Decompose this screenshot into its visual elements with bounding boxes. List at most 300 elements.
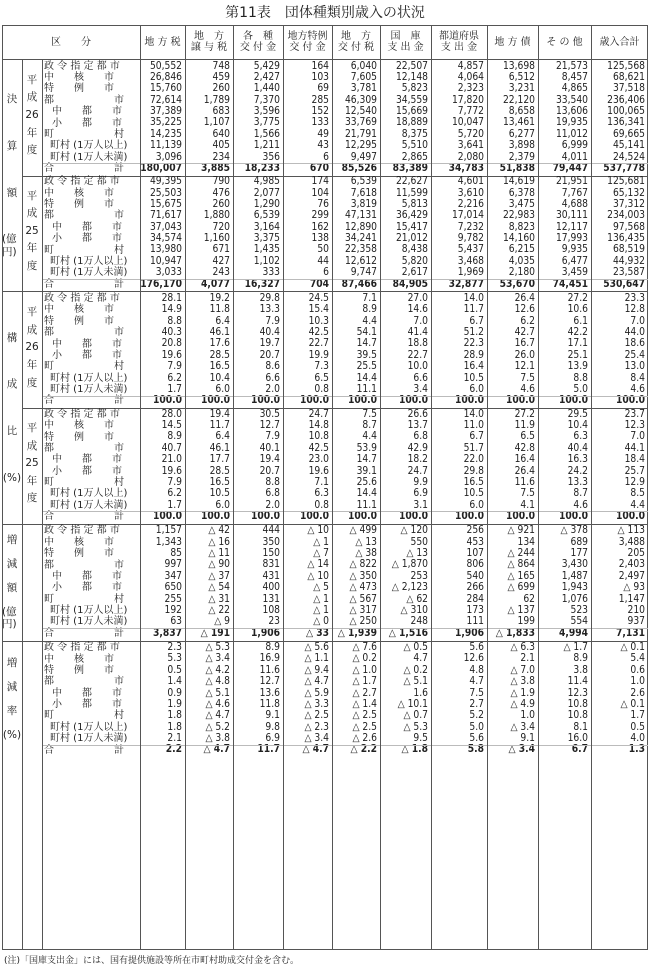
cell: 6.8 bbox=[413, 431, 428, 443]
cell: 6.3 bbox=[573, 431, 588, 443]
section-label-char: 減 bbox=[6, 558, 18, 571]
cell: △ 2,123 bbox=[391, 582, 428, 594]
cell: 7.1 bbox=[314, 476, 329, 488]
cell: △ 1.7 bbox=[352, 676, 377, 688]
cell: 1,906 bbox=[455, 627, 484, 639]
cell: 10.4 bbox=[209, 372, 230, 384]
cell: △ 0.5 bbox=[403, 642, 428, 654]
cell: 13.6 bbox=[259, 687, 280, 699]
row-label: 町村 (1万人以上) bbox=[50, 605, 128, 617]
cell: 46,309 bbox=[344, 94, 377, 106]
cell: 3,898 bbox=[508, 140, 535, 152]
cell: 4,601 bbox=[457, 176, 484, 188]
cell: 104 bbox=[311, 187, 329, 199]
cell: 44 bbox=[317, 255, 329, 267]
cell: 100.0 bbox=[399, 511, 428, 522]
cell: 47,131 bbox=[344, 210, 377, 222]
cell: △ 3.4 bbox=[205, 653, 230, 665]
cell: 3,375 bbox=[253, 233, 280, 245]
cell: △ 2.5 bbox=[304, 710, 329, 722]
cell: 7.0 bbox=[413, 315, 428, 327]
cell: 6,040 bbox=[350, 60, 377, 72]
cell: 4.1 bbox=[520, 499, 535, 511]
cell: 1,343 bbox=[155, 536, 182, 548]
cell: 25.6 bbox=[356, 476, 377, 488]
cell: 6.0 bbox=[469, 499, 484, 511]
row-label: 政 令 指 定 都 市 bbox=[44, 408, 120, 420]
cell: 8.8 bbox=[265, 476, 280, 488]
column-rule bbox=[22, 59, 23, 950]
block-label-char: 25 bbox=[25, 224, 39, 237]
cell: 234 bbox=[212, 151, 230, 163]
block-label-char: 平 bbox=[26, 189, 38, 202]
cell: 790 bbox=[212, 176, 230, 188]
cell: 3,775 bbox=[253, 117, 280, 129]
block-label-char: 度 bbox=[26, 376, 38, 389]
cell: 22,627 bbox=[395, 176, 428, 188]
cell: △ 11 bbox=[208, 548, 230, 560]
section-label-3 bbox=[2, 642, 22, 758]
cell: 39.5 bbox=[356, 349, 377, 361]
header-col-7: 地 方 債 bbox=[494, 36, 531, 48]
row-label: 特 例 市 bbox=[44, 664, 114, 676]
cell: 8.9 bbox=[362, 304, 377, 316]
cell: 103 bbox=[311, 71, 329, 83]
cell: 15.4 bbox=[308, 304, 329, 316]
cell: 3,096 bbox=[155, 151, 182, 163]
cell: 530,647 bbox=[603, 278, 645, 290]
cell: 8.4 bbox=[630, 372, 645, 384]
row-label: 町村 (1万人未満) bbox=[50, 616, 128, 628]
cell: 42.5 bbox=[308, 442, 329, 454]
header-col-8: そ の 他 bbox=[546, 36, 583, 48]
cell: 16.5 bbox=[209, 476, 230, 488]
cell: 356 bbox=[262, 151, 280, 163]
cell: 17.1 bbox=[567, 338, 588, 350]
cell: △ 3.3 bbox=[304, 698, 329, 710]
cell: 45,141 bbox=[612, 140, 645, 152]
cell: 2.3 bbox=[167, 642, 182, 654]
cell: △ 113 bbox=[617, 525, 645, 537]
cell: 0.5 bbox=[630, 721, 645, 733]
cell: 33,540 bbox=[555, 94, 588, 106]
cell: 2,379 bbox=[508, 151, 535, 163]
total-rule bbox=[42, 279, 648, 280]
cell: 25.4 bbox=[624, 349, 645, 361]
cell: △ 4.7 bbox=[302, 744, 329, 756]
header-divider bbox=[2, 59, 648, 60]
cell: 2.6 bbox=[630, 687, 645, 699]
cell: 1,440 bbox=[253, 83, 280, 95]
cell: 2.2 bbox=[165, 744, 182, 756]
section-label-0 bbox=[2, 60, 22, 291]
row-label: 町村 (1万人以上) bbox=[50, 372, 128, 384]
cell: 79,447 bbox=[552, 162, 588, 174]
cell: 24.2 bbox=[567, 465, 588, 477]
cell: 6 bbox=[323, 267, 329, 279]
cell: 11.8 bbox=[259, 698, 280, 710]
total-rule bbox=[42, 396, 648, 397]
row-label: 中 核 市 bbox=[44, 72, 114, 84]
cell: 18,233 bbox=[244, 162, 280, 174]
cell: 1,107 bbox=[203, 117, 230, 129]
cell: 46.1 bbox=[209, 442, 230, 454]
cell: 6.7 bbox=[571, 744, 588, 756]
cell: 748 bbox=[212, 60, 230, 72]
cell: 350 bbox=[262, 536, 280, 548]
cell: 10.8 bbox=[567, 710, 588, 722]
cell: 17,993 bbox=[555, 233, 588, 245]
cell: 4.4 bbox=[630, 499, 645, 511]
row-label: 合 計 bbox=[44, 278, 124, 290]
cell: 299 bbox=[311, 210, 329, 222]
cell: 2,427 bbox=[253, 71, 280, 83]
cell: 255 bbox=[164, 593, 182, 605]
cell: 10.0 bbox=[407, 361, 428, 373]
cell: 8,457 bbox=[561, 71, 588, 83]
cell: △ 1 bbox=[313, 593, 329, 605]
cell: 248 bbox=[410, 616, 428, 628]
cell: 136,341 bbox=[607, 117, 645, 129]
cell: △ 5.9 bbox=[304, 687, 329, 699]
cell: 14.4 bbox=[356, 372, 377, 384]
cell: 4,688 bbox=[561, 199, 588, 211]
cell: △ 1 bbox=[313, 536, 329, 548]
cell: 689 bbox=[570, 536, 588, 548]
cell: △ 7.0 bbox=[510, 664, 535, 676]
cell: 1.0 bbox=[520, 710, 535, 722]
cell: 6,215 bbox=[508, 244, 535, 256]
cell: 6,512 bbox=[508, 71, 535, 83]
cell: 5,720 bbox=[457, 128, 484, 140]
cell: 671 bbox=[212, 244, 230, 256]
cell: 4.6 bbox=[520, 383, 535, 395]
cell: △ 16 bbox=[208, 536, 230, 548]
cell: 6.9 bbox=[265, 733, 280, 745]
section-label-char: 額 bbox=[6, 186, 18, 199]
cell: 136,435 bbox=[607, 233, 645, 245]
cell: 21.0 bbox=[161, 454, 182, 466]
cell: △ 2.3 bbox=[304, 721, 329, 733]
cell: 6.6 bbox=[265, 372, 280, 384]
cell: 4.7 bbox=[413, 653, 428, 665]
cell: 7,370 bbox=[253, 94, 280, 106]
cell: 3.8 bbox=[573, 664, 588, 676]
block-label-char: 成 bbox=[26, 207, 38, 220]
row-label: 中 核 市 bbox=[44, 304, 114, 316]
cell: 831 bbox=[262, 559, 280, 571]
cell: 12.9 bbox=[624, 476, 645, 488]
cell: 100.0 bbox=[559, 395, 588, 407]
cell: 12,117 bbox=[555, 221, 588, 233]
cell: 100.0 bbox=[616, 511, 645, 522]
section-label-char: 増 bbox=[6, 534, 18, 547]
section-label-char: (%) bbox=[2, 472, 22, 485]
cell: 7,232 bbox=[457, 221, 484, 233]
cell: 40.4 bbox=[567, 442, 588, 454]
cell: 7.9 bbox=[265, 315, 280, 327]
section-label-char: (億円) bbox=[2, 233, 17, 258]
cell: 24.7 bbox=[407, 465, 428, 477]
cell: 11.4 bbox=[567, 676, 588, 688]
cell: 19.4 bbox=[259, 454, 280, 466]
cell: 5.3 bbox=[167, 653, 182, 665]
cell: 8.9 bbox=[265, 642, 280, 654]
total-rule bbox=[42, 511, 648, 512]
row-label: 特 例 市 bbox=[44, 548, 114, 560]
cell: 19.6 bbox=[161, 465, 182, 477]
cell: 29.8 bbox=[463, 465, 484, 477]
block-label-char: 度 bbox=[26, 259, 38, 272]
cell: 2,216 bbox=[457, 199, 484, 211]
cell: 49 bbox=[317, 128, 329, 140]
cell: 26.4 bbox=[514, 292, 535, 304]
cell: 4,011 bbox=[561, 151, 588, 163]
cell: △ 1,516 bbox=[388, 627, 428, 639]
cell: 22,507 bbox=[395, 60, 428, 72]
cell: △ 5.3 bbox=[205, 642, 230, 654]
block-label-char: 成 bbox=[26, 91, 38, 104]
cell: △ 0.2 bbox=[403, 664, 428, 676]
cell: 40.1 bbox=[259, 442, 280, 454]
cell: 21,573 bbox=[555, 60, 588, 72]
header-col-3: 地方特例 交 付 金 bbox=[287, 31, 328, 53]
cell: 11.1 bbox=[356, 383, 377, 395]
cell: 2.1 bbox=[167, 733, 182, 745]
cell: 4.0 bbox=[630, 733, 645, 745]
row-label: 小 都 市 bbox=[52, 117, 122, 129]
row-label: 町村 (1万人未満) bbox=[50, 267, 128, 279]
cell: 7.9 bbox=[167, 476, 182, 488]
cell: 1,147 bbox=[618, 593, 645, 605]
cell: 108 bbox=[262, 604, 280, 616]
cell: △ 3.4 bbox=[508, 744, 535, 756]
cell: 7.1 bbox=[362, 292, 377, 304]
cell: 3,430 bbox=[561, 559, 588, 571]
cell: 3,596 bbox=[253, 106, 280, 118]
cell: 6.6 bbox=[413, 372, 428, 384]
column-rule bbox=[431, 25, 432, 950]
cell: 51.7 bbox=[463, 442, 484, 454]
cell: △ 4.7 bbox=[203, 744, 230, 756]
cell: △ 4.9 bbox=[510, 698, 535, 710]
cell: 7.5 bbox=[362, 408, 377, 420]
cell: 7.5 bbox=[520, 372, 535, 384]
header-col-9: 歳入合計 bbox=[599, 36, 640, 48]
cell: 1.0 bbox=[630, 676, 645, 688]
cell: 83,389 bbox=[392, 162, 428, 174]
cell: 2.1 bbox=[520, 653, 535, 665]
cell: 0.5 bbox=[167, 664, 182, 676]
cell: 100.0 bbox=[348, 511, 377, 522]
section-label-char: (億円) bbox=[2, 605, 17, 631]
page-title: 第11表 団体種類別歳入の状況 bbox=[225, 5, 425, 21]
cell: 253 bbox=[410, 570, 428, 582]
cell: 46.1 bbox=[209, 327, 230, 339]
cell: 20.7 bbox=[259, 349, 280, 361]
cell: △ 3.4 bbox=[304, 733, 329, 745]
total-rule bbox=[42, 745, 648, 746]
cell: 8,823 bbox=[508, 221, 535, 233]
cell: 100.0 bbox=[300, 395, 329, 407]
cell: 210 bbox=[627, 604, 645, 616]
cell: 6.3 bbox=[314, 488, 329, 500]
cell: 44.0 bbox=[624, 327, 645, 339]
cell: 554 bbox=[570, 616, 588, 628]
cell: 41.4 bbox=[407, 327, 428, 339]
row-label: 町 村 bbox=[44, 128, 124, 140]
cell: △ 90 bbox=[208, 559, 230, 571]
cell: 13.7 bbox=[407, 420, 428, 432]
total-rule bbox=[42, 163, 648, 164]
cell: 12,148 bbox=[395, 71, 428, 83]
cell: 4,857 bbox=[457, 60, 484, 72]
cell: 14.7 bbox=[356, 454, 377, 466]
cell: 107 bbox=[466, 548, 484, 560]
cell: 11.7 bbox=[257, 744, 280, 756]
cell: △ 2.5 bbox=[352, 710, 377, 722]
cell: 68,519 bbox=[612, 244, 645, 256]
cell: 0.8 bbox=[314, 499, 329, 511]
cell: 3,231 bbox=[508, 83, 535, 95]
cell: 1.3 bbox=[628, 744, 645, 756]
cell: △ 10 bbox=[307, 570, 329, 582]
cell: 100.0 bbox=[455, 511, 484, 522]
block-label-0-1 bbox=[22, 176, 42, 292]
row-label: 小 都 市 bbox=[52, 465, 122, 477]
cell: 25.1 bbox=[567, 349, 588, 361]
cell: 11.9 bbox=[514, 420, 535, 432]
cell: 18.6 bbox=[624, 338, 645, 350]
cell: △ 5.3 bbox=[403, 721, 428, 733]
row-label: 合 計 bbox=[44, 744, 124, 756]
cell: 16.4 bbox=[463, 361, 484, 373]
cell: 20.7 bbox=[259, 465, 280, 477]
block-label-char: 平 bbox=[26, 73, 38, 86]
cell: △ 93 bbox=[623, 582, 645, 594]
cell: 1.8 bbox=[167, 710, 182, 722]
cell: 3,488 bbox=[618, 536, 645, 548]
cell: 7.5 bbox=[469, 687, 484, 699]
row-label: 合 計 bbox=[44, 627, 124, 639]
cell: 25,503 bbox=[149, 187, 182, 199]
cell: 10.6 bbox=[567, 304, 588, 316]
cell: 7.0 bbox=[630, 431, 645, 443]
cell: 19.7 bbox=[259, 338, 280, 350]
cell: 74,451 bbox=[552, 278, 588, 290]
cell: 17.7 bbox=[209, 454, 230, 466]
cell: 62 bbox=[523, 593, 535, 605]
section-label-char: 率 bbox=[6, 704, 18, 717]
cell: 4.4 bbox=[362, 431, 377, 443]
cell: 20.8 bbox=[161, 338, 182, 350]
cell: 9,747 bbox=[350, 267, 377, 279]
cell: 1.9 bbox=[167, 698, 182, 710]
cell: 0.8 bbox=[314, 383, 329, 395]
cell: 8,375 bbox=[401, 128, 428, 140]
header-col-4: 地 方 交 付 税 bbox=[337, 31, 375, 53]
cell: △ 7 bbox=[313, 548, 329, 560]
cell: 43 bbox=[317, 140, 329, 152]
cell: 33,769 bbox=[344, 117, 377, 129]
cell: △ 350 bbox=[349, 570, 377, 582]
cell: 16.9 bbox=[259, 653, 280, 665]
cell: 5.6 bbox=[469, 642, 484, 654]
cell: 12.8 bbox=[624, 304, 645, 316]
cell: 10,047 bbox=[451, 117, 484, 129]
cell: △ 1 bbox=[313, 604, 329, 616]
cell: 21,791 bbox=[344, 128, 377, 140]
cell: 1,566 bbox=[253, 128, 280, 140]
cell: 24.7 bbox=[308, 408, 329, 420]
cell: 6.0 bbox=[215, 499, 230, 511]
cell: 125,681 bbox=[607, 176, 645, 188]
cell: 24.5 bbox=[308, 292, 329, 304]
cell: 28.9 bbox=[463, 349, 484, 361]
cell: 68,621 bbox=[612, 71, 645, 83]
column-rule bbox=[140, 25, 141, 950]
cell: 44.1 bbox=[624, 442, 645, 454]
cell: 162 bbox=[311, 221, 329, 233]
cell: 12,612 bbox=[344, 255, 377, 267]
cell: 1,906 bbox=[251, 627, 280, 639]
cell: 8.1 bbox=[573, 721, 588, 733]
cell: △ 7.6 bbox=[352, 642, 377, 654]
cell: 23.7 bbox=[624, 408, 645, 420]
cell: △ 0 bbox=[313, 616, 329, 628]
cell: 3,819 bbox=[350, 199, 377, 211]
cell: 459 bbox=[212, 71, 230, 83]
row-label: 中 都 市 bbox=[52, 687, 122, 699]
cell: 13,461 bbox=[502, 117, 535, 129]
row-label: 町村 (1万人以上) bbox=[50, 721, 128, 733]
row-label: 政 令 指 定 都 市 bbox=[44, 525, 120, 537]
cell: △ 5.1 bbox=[205, 687, 230, 699]
cell: 35,225 bbox=[149, 117, 182, 129]
cell: 12.1 bbox=[514, 361, 535, 373]
cell: 19.6 bbox=[161, 349, 182, 361]
cell: 26.0 bbox=[514, 349, 535, 361]
cell: 34,241 bbox=[344, 233, 377, 245]
column-rule bbox=[185, 25, 186, 950]
cell: 22,983 bbox=[502, 210, 535, 222]
cell: 100.0 bbox=[153, 511, 182, 522]
cell: 6,539 bbox=[350, 176, 377, 188]
row-label: 小 都 市 bbox=[52, 349, 122, 361]
cell: 2.0 bbox=[265, 499, 280, 511]
cell: 400 bbox=[262, 582, 280, 594]
cell: 37,518 bbox=[612, 83, 645, 95]
cell: 7,772 bbox=[457, 106, 484, 118]
cell: △ 2.5 bbox=[352, 721, 377, 733]
cell: 19.2 bbox=[209, 292, 230, 304]
cell: △ 699 bbox=[507, 582, 535, 594]
cell: 11.7 bbox=[209, 420, 230, 432]
cell: 3,781 bbox=[350, 83, 377, 95]
row-label: 特 例 市 bbox=[44, 199, 114, 211]
cell: △ 37 bbox=[208, 570, 230, 582]
footnote: (注)「国庫支出金」には、国有提供施設等所在市町村助成交付金を含む。 bbox=[4, 956, 300, 966]
cell: 15,760 bbox=[149, 83, 182, 95]
cell: 12.7 bbox=[259, 420, 280, 432]
cell: △ 567 bbox=[349, 593, 377, 605]
cell: 72,614 bbox=[149, 94, 182, 106]
cell: 40.4 bbox=[259, 327, 280, 339]
cell: 18.8 bbox=[407, 338, 428, 350]
cell: 23 bbox=[268, 616, 280, 628]
cell: 720 bbox=[212, 221, 230, 233]
row-label: 小 都 市 bbox=[52, 233, 122, 245]
